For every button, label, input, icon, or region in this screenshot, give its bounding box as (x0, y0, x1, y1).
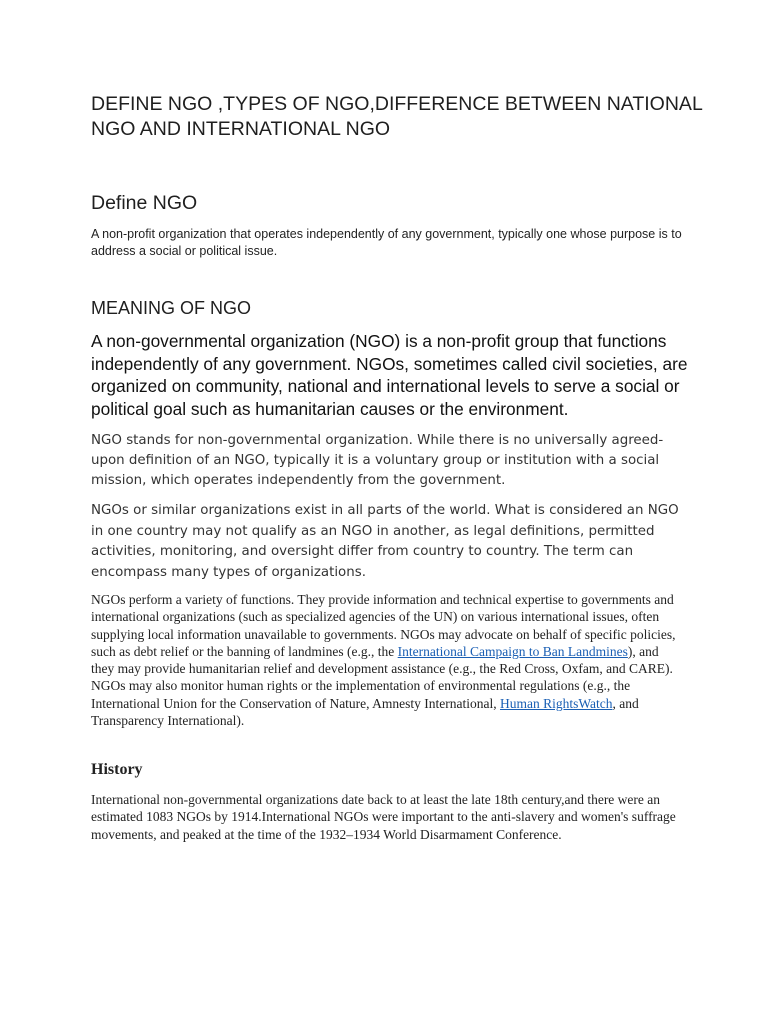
define-ngo-paragraph: A non-profit organization that operates independently of any government, typically one whose purpose is to address a social or political issue. (91, 227, 682, 258)
functions-text-2: ), and they may provide humanitarian relief and development assistance (e.g., the Red Cross, Oxfam, and CARE). NGOs may also monitor human rights or the implementation of environmental regulations (e.g., the International Union for the Conservation of Nature, Amnesty International, (91, 643, 673, 711)
history-heading: History (91, 761, 143, 778)
meaning-ngo-paragraph: A non-governmental organization (NGO) is a non-profit group that functions independently of any government. NGOs, sometimes called civil societies, are organized on community, national and international levels to serve a social or political goal such as humanitarian causes or the environment. (91, 331, 688, 419)
document-title: DEFINE NGO ,TYPES OF NGO,DIFFERENCE BETWEEN NATIONAL NGO AND INTERNATIONAL NGO (91, 93, 703, 140)
functions-text-3: , and Transparency International). (91, 695, 639, 729)
ngo-stands-paragraph: NGO stands for non-governmental organization. While there is no universally agreed-upon definition of an NGO, typically it is a voluntary group or institution with a social mission, which operates independently from the government. (91, 433, 664, 488)
ngo-functions-paragraph (91, 591, 681, 729)
functions-text-1: NGOs perform a variety of functions. They provide information and technical expertise to governments and international organizations (such as specialized agencies of the UN) on various international issues, often supplying local information unavailable to governments. NGOs may advocate on behalf of specific policies, such as debt relief or the banning of landmines (e.g., the (91, 592, 676, 659)
meaning-ngo-heading: MEANING OF NGO (91, 298, 252, 318)
ngo-exist-paragraph: NGOs or similar organizations exist in all parts of the world. What is considered an NGO in one country may not qualify as an NGO in another, as legal definitions, permitted activities, monitoring, and oversight differ from country to country. The term can encompass many types of organizations. (91, 503, 679, 580)
define-ngo-heading: Define NGO (91, 192, 198, 214)
history-paragraph: International non-governmental organizations date back to at least the late 18th century,and there were an estimated 1083 NGOs by 1914.International NGOs were important to the anti-slavery and women's suffrage movements, and peaked at the time of the 1932–1934 World Disarmament Conference. (91, 792, 676, 842)
human-rights-watch-link[interactable]: Human RightsWatch (500, 695, 613, 711)
landmines-campaign-link[interactable]: International Campaign to Ban Landmines (397, 643, 628, 659)
